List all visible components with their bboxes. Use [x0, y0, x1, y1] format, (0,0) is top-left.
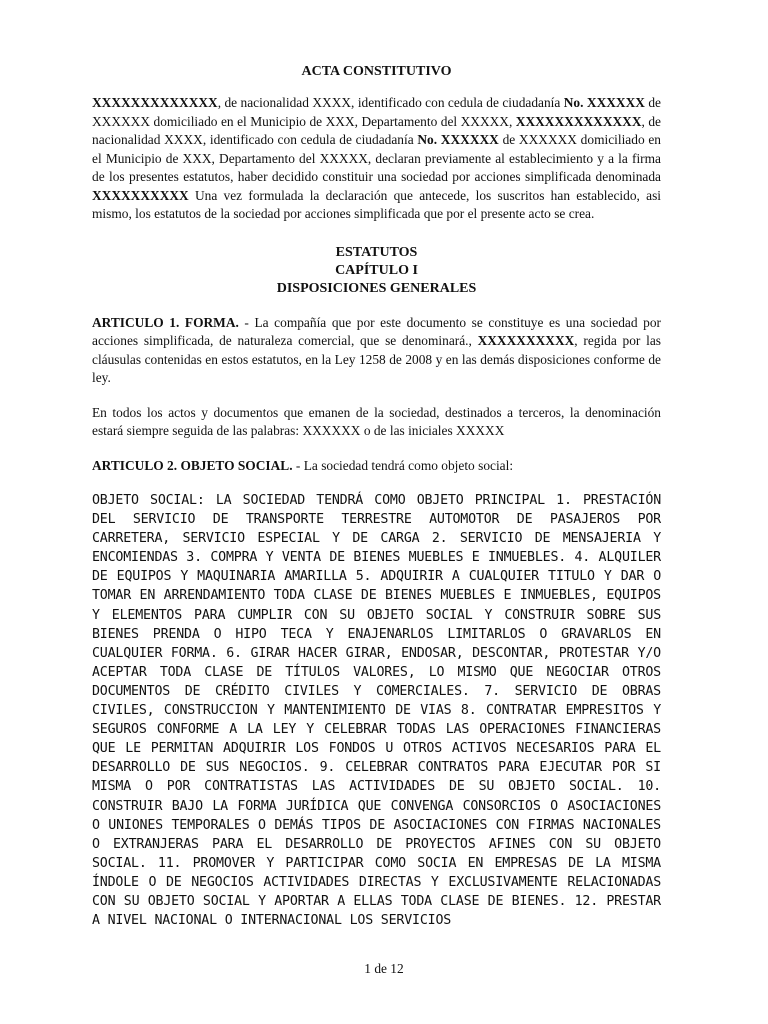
id-number-2: No. XXXXXX: [417, 132, 499, 147]
heading-estatutos: ESTATUTOS: [335, 244, 418, 260]
id-number-1: No. XXXXXX: [563, 95, 645, 110]
intro-paragraph: XXXXXXXXXXXXX, de nacionalidad XXXX, identificado con cedula de ciudadanía No. XXXXXX de XXXXXX domiciliado en el Municipio de XXX, Departamento del XXXXX, XXXXXXXXXXXXX, de nacionalidad XXXX, identificado con cedula de ciudadanía No. XXXXXX de XXXXXX domiciliado en el Municipio de XXX, Departamento del XXXXX, declaran previamente al establecimiento y a la firma de los presentes estatutos, haber decidido constituir una sociedad por acciones simplificada denominada XXXXXXXXXX Una vez formulada la declaración que antecede, los suscritos han establecido, asi mismo, los estatutos de la sociedad por acciones simplificada que por el presente acto se crea.: [92, 95, 661, 221]
article-2-paragraph: ARTICULO 2. OBJETO SOCIAL. - La sociedad tendrá como objeto social:: [92, 457, 514, 473]
article-1-company: XXXXXXXXXX: [477, 333, 575, 348]
section-headings: [92, 244, 661, 298]
denominacion-paragraph: En todos los actos y documentos que emanen de la sociedad, destinados a terceros, la denominación estará siempre seguida de las palabras: XXXXXX o de las iniciales XXXXX: [92, 404, 661, 438]
company-name: XXXXXXXXXX: [92, 187, 189, 203]
document-title: ACTA CONSTITUTIVO: [301, 64, 452, 79]
heading-disposiciones: DISPOSICIONES GENERALES: [276, 280, 477, 296]
heading-capitulo: CAPÍTULO I: [335, 262, 418, 278]
document-body: [92, 62, 661, 930]
person-name-2: XXXXXXXXXXXXX: [515, 113, 642, 129]
person-name-1: XXXXXXXXXXXXX: [92, 95, 218, 110]
article-1-paragraph: ARTICULO 1. FORMA. - La compañía que por este documento se constituye es una sociedad por acciones simplificada, de naturaleza comercial, que se denominará., XXXXXXXXXX, regida por las cláusulas contenidas en estos estatutos, en la Ley 1258 de 2008 y en las demás disposiciones conforme de ley.: [92, 314, 661, 385]
article-2-label: ARTICULO 2. OBJETO SOCIAL.: [92, 457, 293, 473]
objeto-social-paragraph: OBJETO SOCIAL: LA SOCIEDAD TENDRÁ COMO OBJETO PRINCIPAL 1. PRESTACIÓN DEL SERVICIO DE TRANSPORTE TERRESTRE AUTOMOTOR DE PASAJEROS POR CARRETERA, SERVICIO ESPECIAL Y DE CARGA 2. SERVICIO DE MENSAJERIA Y ENCOMIENDAS 3. COMPRA Y VENTA DE BIENES MUEBLES E INMUEBLES. 4. ALQUILER DE EQUIPOS Y MAQUINARIA AMARILLA 5. ADQUIRIR A CUALQUIER TITULO Y DAR O TOMAR EN ARRENDAMIENTO TODA CLASE DE BIENES MUEBLES E INMUEBLES, EQUIPOS Y ELEMENTOS PARA CUMPLIR CON SU OBJETO SOCIAL Y CONSTRUIR SOBRE SUS BIENES PRENDA O HIPO TECA Y ENAJENARLOS LIMITARLOS O GRAVARLOS EN CUALQUIER FORMA. 6. GIRAR HACER GIRAR, ENDOSAR, DESCONTAR, PROTESTAR Y/O ACEPTAR TODA CLASE DE TÍTULOS VALORES, LO MISMO QUE NEGOCIAR OTROS DOCUMENTOS DE CRÉDITO CIVILES Y COMERCIALES. 7. SERVICIO DE OBRAS CIVILES, CONSTRUCCION Y MANTENIMIENTO DE VIAS 8. CONTRATAR EMPRESITOS Y SEGUROS CONFORME A LA LEY Y CELEBRAR TODAS LAS OPERACIONES FINANCIERAS QUE LE PERMITAN ADQUIRIR LOS FONDOS U OTROS ACTIVOS NECESARIOS PARA EL DESARROLLO DE SUS NEGOCIOS. 9. CELEBRAR CONTRATOS PARA EJECUTAR POR SI MISMA O POR CONTRATISTAS LAS ACTIVIDADES DE SU OBJETO SOCIAL. 10. CONSTRUIR BAJO LA FORMA JURÍDICA QUE CONVENGA CONSORCIOS O ASOCIACIONES O UNIONES TEMPORALES O DEMÁS TIPOS DE ASOCIACIONES CON FIRMAS NACIONALES O EXTRANJERAS PARA EL DESARROLLO DE PROYECTOS AFINES CON SU OBJETO SOCIAL. 11. PROMOVER Y PARTICIPAR COMO SOCIA EN EMPRESAS DE LA MISMA ÍNDOLE O DE NEGOCIOS ACTIVIDADES DIRECTAS Y EXCLUSIVAMENTE RELACIONADAS CON SU OBJETO SOCIAL Y APORTAR A ELLAS TODA CLASE DE BIENES. 12. PRESTAR A NIVEL NACIONAL O INTERNACIONAL LOS SERVICIOS: [92, 493, 661, 929]
page-number: 1 de 12: [364, 961, 404, 976]
article-1-label: ARTICULO 1. FORMA.: [92, 314, 239, 330]
